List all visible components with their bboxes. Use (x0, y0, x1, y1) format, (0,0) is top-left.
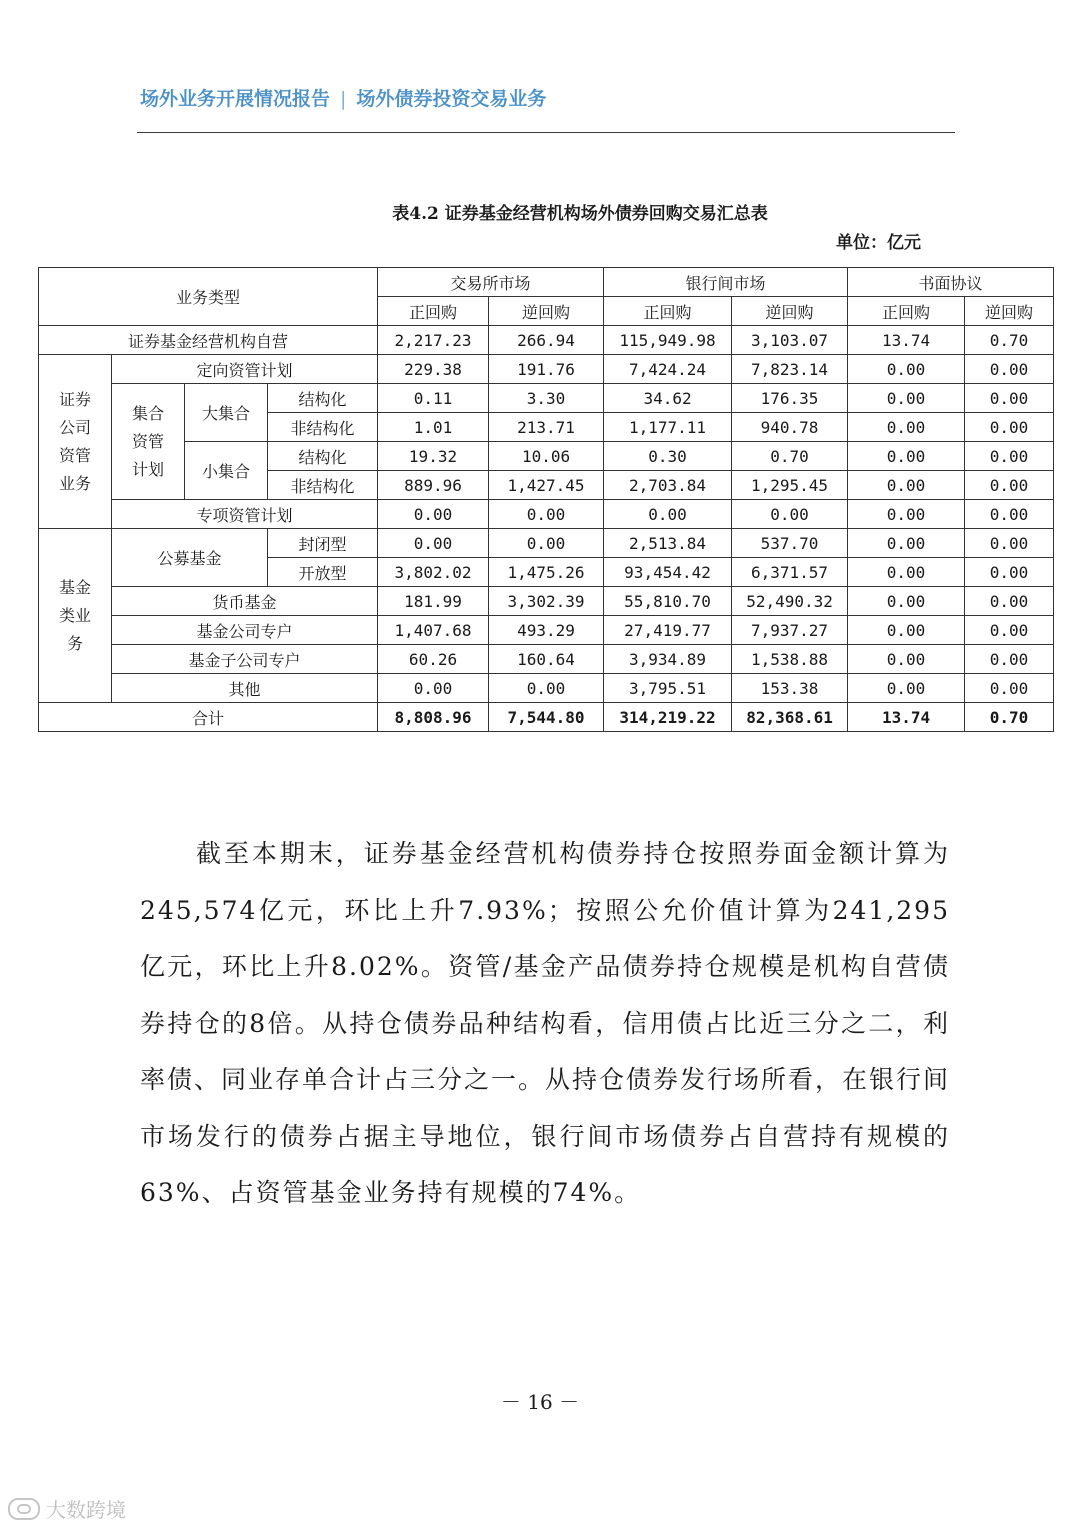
cell-value: 0.00 (489, 529, 604, 558)
row-label: 开放型 (268, 558, 378, 587)
header-divider (137, 132, 955, 133)
cell-value: 160.64 (489, 645, 604, 674)
cell-value: 0.70 (732, 442, 848, 471)
cell-value: 940.78 (732, 413, 848, 442)
header-report-title: 场外业务开展情况报告 (140, 88, 331, 110)
cell-value: 60.26 (378, 645, 489, 674)
cell-value: 27,419.77 (604, 616, 732, 645)
group-label-collective: 集合资管计划 (112, 384, 185, 500)
cell-value: 1.01 (378, 413, 489, 442)
table-row (39, 500, 1054, 529)
cell-value: 0.00 (848, 413, 965, 442)
cell-value: 889.96 (378, 471, 489, 500)
header-exchange-market: 交易所市场 (378, 268, 604, 297)
cell-value: 3,802.02 (378, 558, 489, 587)
header-business-type: 业务类型 (39, 268, 378, 326)
row-label: 定向资管计划 (112, 355, 378, 384)
cell-value: 3,103.07 (732, 326, 848, 355)
table-row (39, 674, 1054, 703)
cell-value: 1,538.88 (732, 645, 848, 674)
table-row (39, 326, 1054, 355)
cell-value: 0.00 (848, 384, 965, 413)
group-label-large: 大集合 (185, 384, 268, 442)
cell-value: 0.00 (848, 500, 965, 529)
cell-value: 0.70 (965, 703, 1054, 732)
header-written-reverse: 逆回购 (965, 297, 1054, 326)
cell-value: 6,371.57 (732, 558, 848, 587)
cell-value: 0.00 (848, 645, 965, 674)
header-exchange-reverse: 逆回购 (489, 297, 604, 326)
cell-value: 0.00 (378, 529, 489, 558)
cell-value: 19.32 (378, 442, 489, 471)
header-interbank-reverse: 逆回购 (732, 297, 848, 326)
cell-value: 0.00 (965, 442, 1054, 471)
cell-value: 266.94 (489, 326, 604, 355)
table-row (39, 442, 1054, 471)
cell-value: 191.76 (489, 355, 604, 384)
header-separator: | (340, 88, 347, 110)
header-interbank-market: 银行间市场 (604, 268, 848, 297)
cell-value: 0.00 (965, 471, 1054, 500)
header-section-title: 场外债券投资交易业务 (356, 88, 547, 110)
cell-value: 115,949.98 (604, 326, 732, 355)
cell-value: 0.00 (848, 587, 965, 616)
header-exchange-forward: 正回购 (378, 297, 489, 326)
cell-value: 0.00 (848, 674, 965, 703)
cell-value: 13.74 (848, 326, 965, 355)
watermark-text: 大数跨境 (46, 1498, 126, 1522)
cell-value: 229.38 (378, 355, 489, 384)
cell-value: 1,295.45 (732, 471, 848, 500)
cell-value: 0.00 (965, 529, 1054, 558)
cell-value: 0.70 (965, 326, 1054, 355)
cell-value: 0.00 (848, 442, 965, 471)
body-paragraph: 截至本期末，证券基金经营机构债券持仓按照券面金额计算为245,574亿元，环比上升7.93%；按照公允价值计算为241,295亿元，环比上升8.02%。资管/基金产品债券持仓规模是机构自营债券持仓的8倍。从持仓债券品种结构看，信用债占比近三分之二，利率债、同业存单合计占三分之一。从持仓债券发行场所看，在银行间市场发行的债券占据主导地位，银行间市场债券占自营持有规模的63%、占资管基金业务持有规模的74%。 (140, 839, 951, 1207)
cell-value: 181.99 (378, 587, 489, 616)
table-row (39, 384, 1054, 413)
cell-value: 3.30 (489, 384, 604, 413)
cell-value: 82,368.61 (732, 703, 848, 732)
row-label: 结构化 (268, 442, 378, 471)
watermark (8, 1494, 126, 1523)
table-row (39, 645, 1054, 674)
group-label-securities: 证券公司资管业务 (39, 355, 112, 529)
row-label: 证券基金经营机构自营 (39, 326, 378, 355)
cell-value: 0.00 (378, 500, 489, 529)
row-label: 货币基金 (112, 587, 378, 616)
cell-value: 0.00 (848, 616, 965, 645)
cell-value: 0.00 (965, 616, 1054, 645)
cell-value: 0.30 (604, 442, 732, 471)
row-label: 结构化 (268, 384, 378, 413)
cell-value: 493.29 (489, 616, 604, 645)
cell-value: 0.00 (848, 471, 965, 500)
cell-value: 0.00 (848, 529, 965, 558)
row-label: 基金公司专户 (112, 616, 378, 645)
cell-value: 55,810.70 (604, 587, 732, 616)
row-label: 专项资管计划 (112, 500, 378, 529)
header-written-agreement: 书面协议 (848, 268, 1054, 297)
table-total-row (39, 703, 1054, 732)
cell-value: 7,544.80 (489, 703, 604, 732)
cell-value: 213.71 (489, 413, 604, 442)
cell-value: 0.00 (965, 645, 1054, 674)
cell-value: 1,475.26 (489, 558, 604, 587)
cell-value: 176.35 (732, 384, 848, 413)
cell-value: 2,513.84 (604, 529, 732, 558)
row-label: 合计 (39, 703, 378, 732)
cell-value: 34.62 (604, 384, 732, 413)
table-row (39, 529, 1054, 558)
cell-value: 0.00 (489, 674, 604, 703)
running-header (140, 84, 546, 111)
cell-value: 0.00 (848, 558, 965, 587)
cell-value: 2,217.23 (378, 326, 489, 355)
cell-value: 1,407.68 (378, 616, 489, 645)
cell-value: 3,302.39 (489, 587, 604, 616)
cell-value: 0.00 (489, 500, 604, 529)
row-label: 非结构化 (268, 413, 378, 442)
group-label-public-fund: 公募基金 (112, 529, 268, 587)
cell-value: 10.06 (489, 442, 604, 471)
row-label: 基金子公司专户 (112, 645, 378, 674)
cell-value: 7,823.14 (732, 355, 848, 384)
cell-value: 0.00 (848, 355, 965, 384)
cell-value: 7,424.24 (604, 355, 732, 384)
cell-value: 0.00 (965, 587, 1054, 616)
watermark-logo-icon (8, 1498, 40, 1520)
cell-value: 0.00 (378, 674, 489, 703)
header-interbank-forward: 正回购 (604, 297, 732, 326)
cell-value: 8,808.96 (378, 703, 489, 732)
table-row (39, 587, 1054, 616)
cell-value: 2,703.84 (604, 471, 732, 500)
cell-value: 3,934.89 (604, 645, 732, 674)
cell-value: 1,177.11 (604, 413, 732, 442)
page-number: － 16 － (500, 1390, 580, 1414)
cell-value: 314,219.22 (604, 703, 732, 732)
cell-value: 153.38 (732, 674, 848, 703)
cell-value: 0.00 (732, 500, 848, 529)
table-row (39, 616, 1054, 645)
cell-value: 0.11 (378, 384, 489, 413)
cell-value: 0.00 (965, 500, 1054, 529)
cell-value: 0.00 (965, 413, 1054, 442)
row-label: 其他 (112, 674, 378, 703)
cell-value: 1,427.45 (489, 471, 604, 500)
table-row (39, 355, 1054, 384)
repo-summary-table (38, 267, 1054, 732)
cell-value: 7,937.27 (732, 616, 848, 645)
group-label-fund: 基金类业务 (39, 529, 112, 703)
row-label: 非结构化 (268, 471, 378, 500)
row-label: 封闭型 (268, 529, 378, 558)
group-label-small: 小集合 (185, 442, 268, 500)
table-unit: 单位：亿元 (836, 233, 921, 253)
header-written-forward: 正回购 (848, 297, 965, 326)
cell-value: 0.00 (965, 384, 1054, 413)
cell-value: 52,490.32 (732, 587, 848, 616)
cell-value: 0.00 (965, 558, 1054, 587)
cell-value: 3,795.51 (604, 674, 732, 703)
cell-value: 537.70 (732, 529, 848, 558)
table-header-row (39, 268, 1054, 297)
cell-value: 0.00 (604, 500, 732, 529)
table-title: 表4.2 证券基金经营机构场外债券回购交易汇总表 (392, 204, 768, 224)
cell-value: 13.74 (848, 703, 965, 732)
cell-value: 0.00 (965, 355, 1054, 384)
cell-value: 93,454.42 (604, 558, 732, 587)
cell-value: 0.00 (965, 674, 1054, 703)
